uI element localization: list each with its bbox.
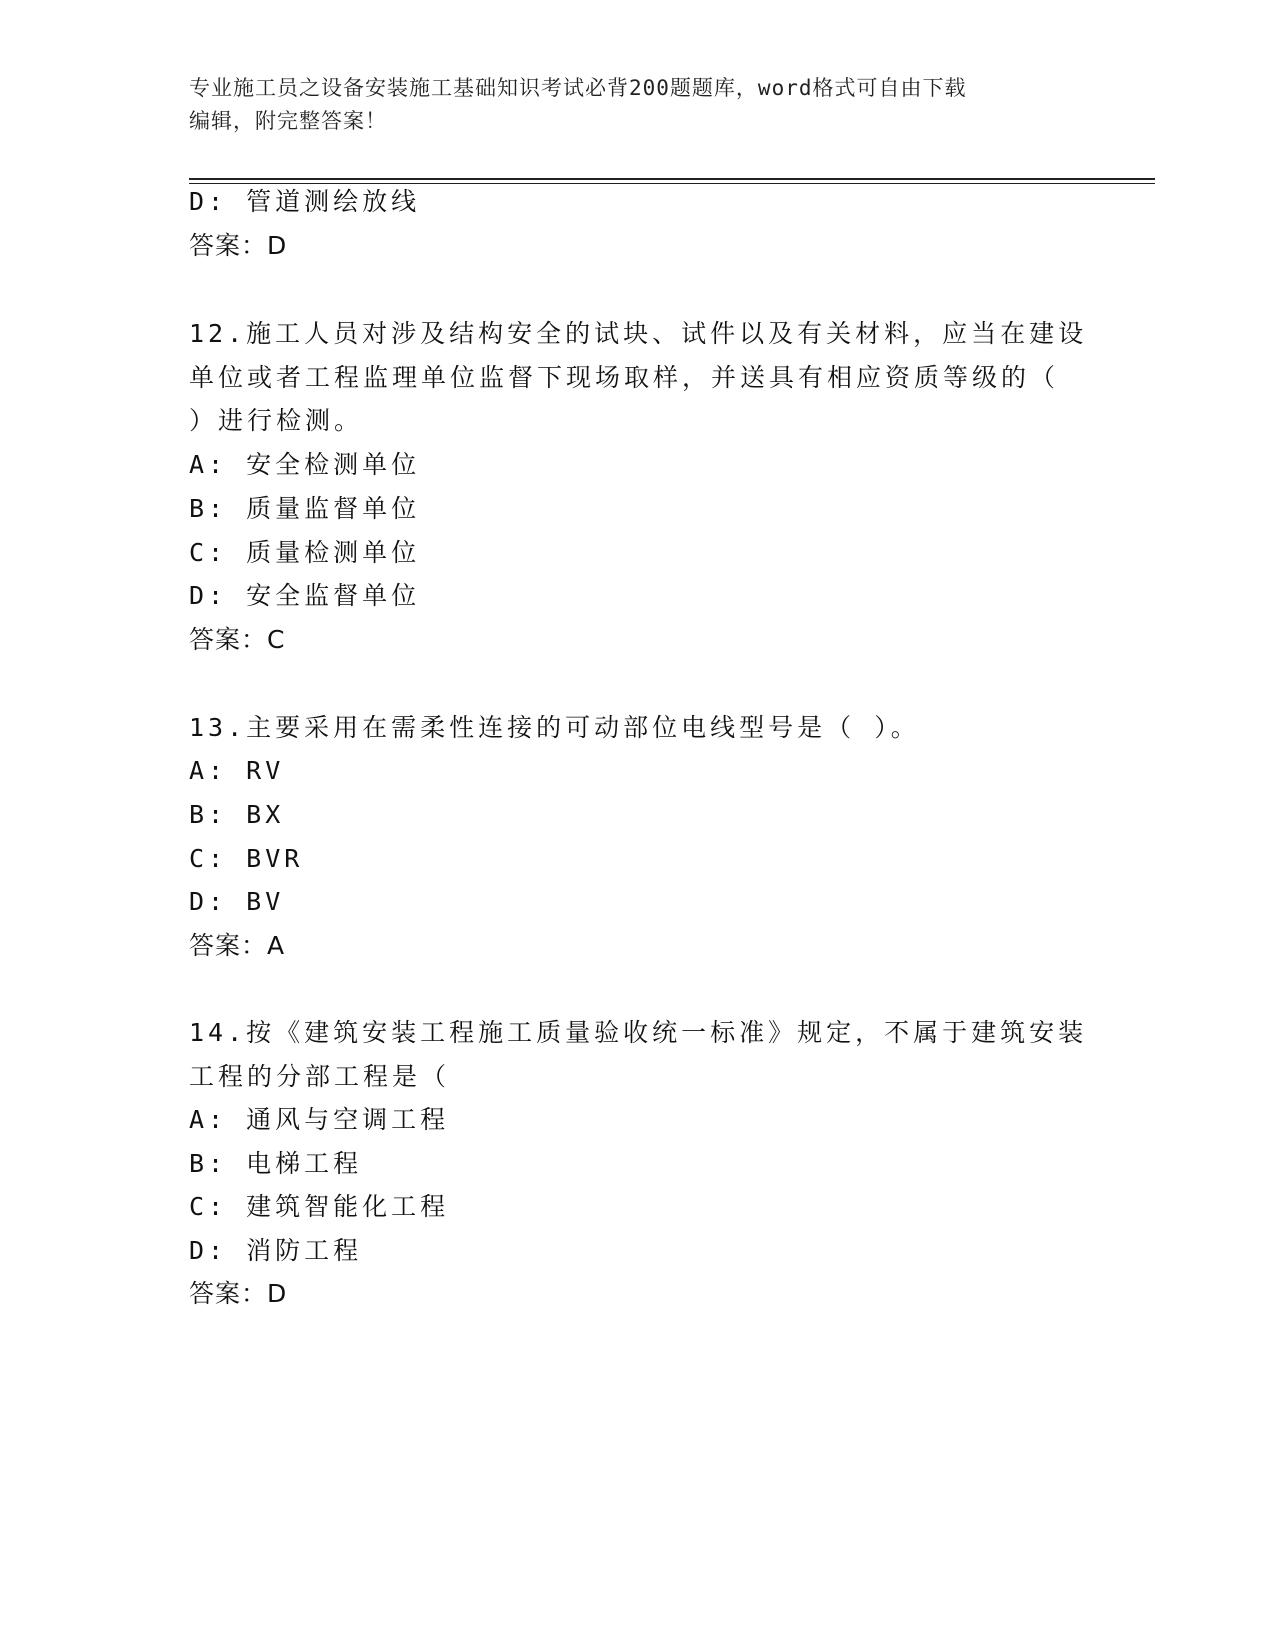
q11-answer: 答案：D [189,231,288,260]
q13-option-d: D: BV [189,887,285,916]
q13-answer: 答案：A [189,931,286,960]
q12-option-b: B: 质量监督单位 [189,494,421,523]
q12-stem-line-2: 单位或者工程监理单位监督下现场取样，并送具有相应资质等级的（ [189,363,1060,392]
q14-option-a: A: 通风与空调工程 [189,1105,450,1134]
q14-answer: 答案：D [189,1279,288,1308]
header-divider-thick [189,178,1155,180]
q13-option-c: C: BVR [189,844,304,873]
header-line-1: 专业施工员之设备安装施工基础知识考试必背200题题库，word格式可自由下载 [189,76,967,100]
header-divider-thin [189,183,1155,184]
q12-stem-line-3: ）进行检测。 [189,406,364,435]
q14-stem-line-1: 14.按《建筑安装工程施工质量验收统一标准》规定，不属于建筑安装 [189,1018,1088,1047]
header-line-2: 编辑，附完整答案！ [189,109,387,133]
q14-option-d: D: 消防工程 [189,1236,363,1265]
q14-option-c: C: 建筑智能化工程 [189,1192,450,1221]
q13-option-b: B: BX [189,800,285,829]
q12-stem-line-1: 12.施工人员对涉及结构安全的试块、试件以及有关材料，应当在建设 [189,319,1088,348]
q14-stem-line-2: 工程的分部工程是（ [189,1062,451,1091]
q13-stem: 13.主要采用在需柔性连接的可动部位电线型号是（ ）。 [189,713,920,742]
q11-option-d: D: 管道测绘放线 [189,187,421,216]
q12-option-a: A: 安全检测单位 [189,450,421,479]
q13-option-a: A: RV [189,756,285,785]
document-header [189,72,1069,138]
q12-option-c: C: 质量检测单位 [189,538,421,567]
q14-option-b: B: 电梯工程 [189,1149,363,1178]
q12-option-d: D: 安全监督单位 [189,581,421,610]
q12-answer: 答案：C [189,625,286,654]
